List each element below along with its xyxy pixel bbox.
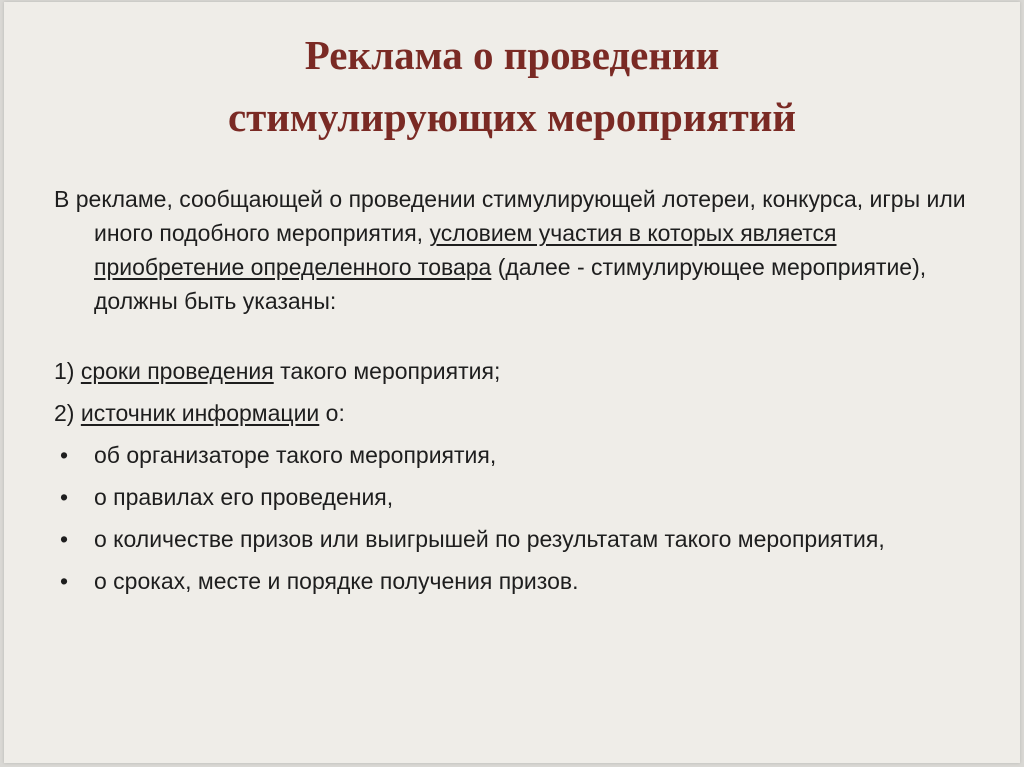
- bullet-item-text: о правилах его проведения,: [94, 484, 394, 510]
- bullet-symbol: •: [60, 568, 69, 594]
- bullet-symbol: •: [60, 442, 69, 468]
- numbered-item-1-underlined: сроки проведения: [80, 358, 274, 384]
- intro-text-end: (далее - стимулирующее мероприятие), должны быть указаны:: [94, 254, 927, 314]
- numbered-item-1-rest: такого мероприятия;: [273, 358, 501, 384]
- bullet-item-text: о количестве призов или выигрышей по результатам такого мероприятия,: [94, 526, 885, 552]
- intro-paragraph: [54, 182, 984, 318]
- numbered-item-1-prefix: 1): [54, 358, 81, 384]
- bullet-item-prizes-count: [54, 522, 984, 556]
- numbered-item-2-prefix: 2): [54, 400, 81, 426]
- numbered-item-1: [54, 354, 984, 388]
- slide: [4, 2, 1020, 763]
- slide-body: [54, 182, 984, 606]
- bullet-symbol: •: [60, 484, 69, 510]
- intro-underlined-condition: условием участия в которых является приобретение определенного товара: [94, 220, 837, 280]
- bullet-symbol: •: [60, 526, 69, 552]
- bullet-item-rules: [54, 480, 984, 514]
- bullet-item-text: о сроках, месте и порядке получения призов.: [94, 568, 579, 594]
- bullet-item-prizes-terms: [54, 564, 984, 598]
- numbered-item-2-underlined: источник информации: [80, 400, 320, 426]
- bullet-item-text: об организаторе такого мероприятия,: [94, 442, 497, 468]
- slide-title: [4, 24, 1020, 148]
- bullet-item-organizer: [54, 438, 984, 472]
- intro-text-start: В рекламе, сообщающей о проведении стимулирующей лотереи, конкурса, игры или иного подобного мероприятия,: [54, 186, 966, 246]
- bullet-list: [54, 438, 984, 598]
- numbered-item-2: [54, 396, 984, 430]
- numbered-item-2-rest: о:: [319, 400, 345, 426]
- title-line-1: Реклама о проведении: [304, 32, 720, 78]
- title-line-2: стимулирующих мероприятий: [227, 94, 797, 140]
